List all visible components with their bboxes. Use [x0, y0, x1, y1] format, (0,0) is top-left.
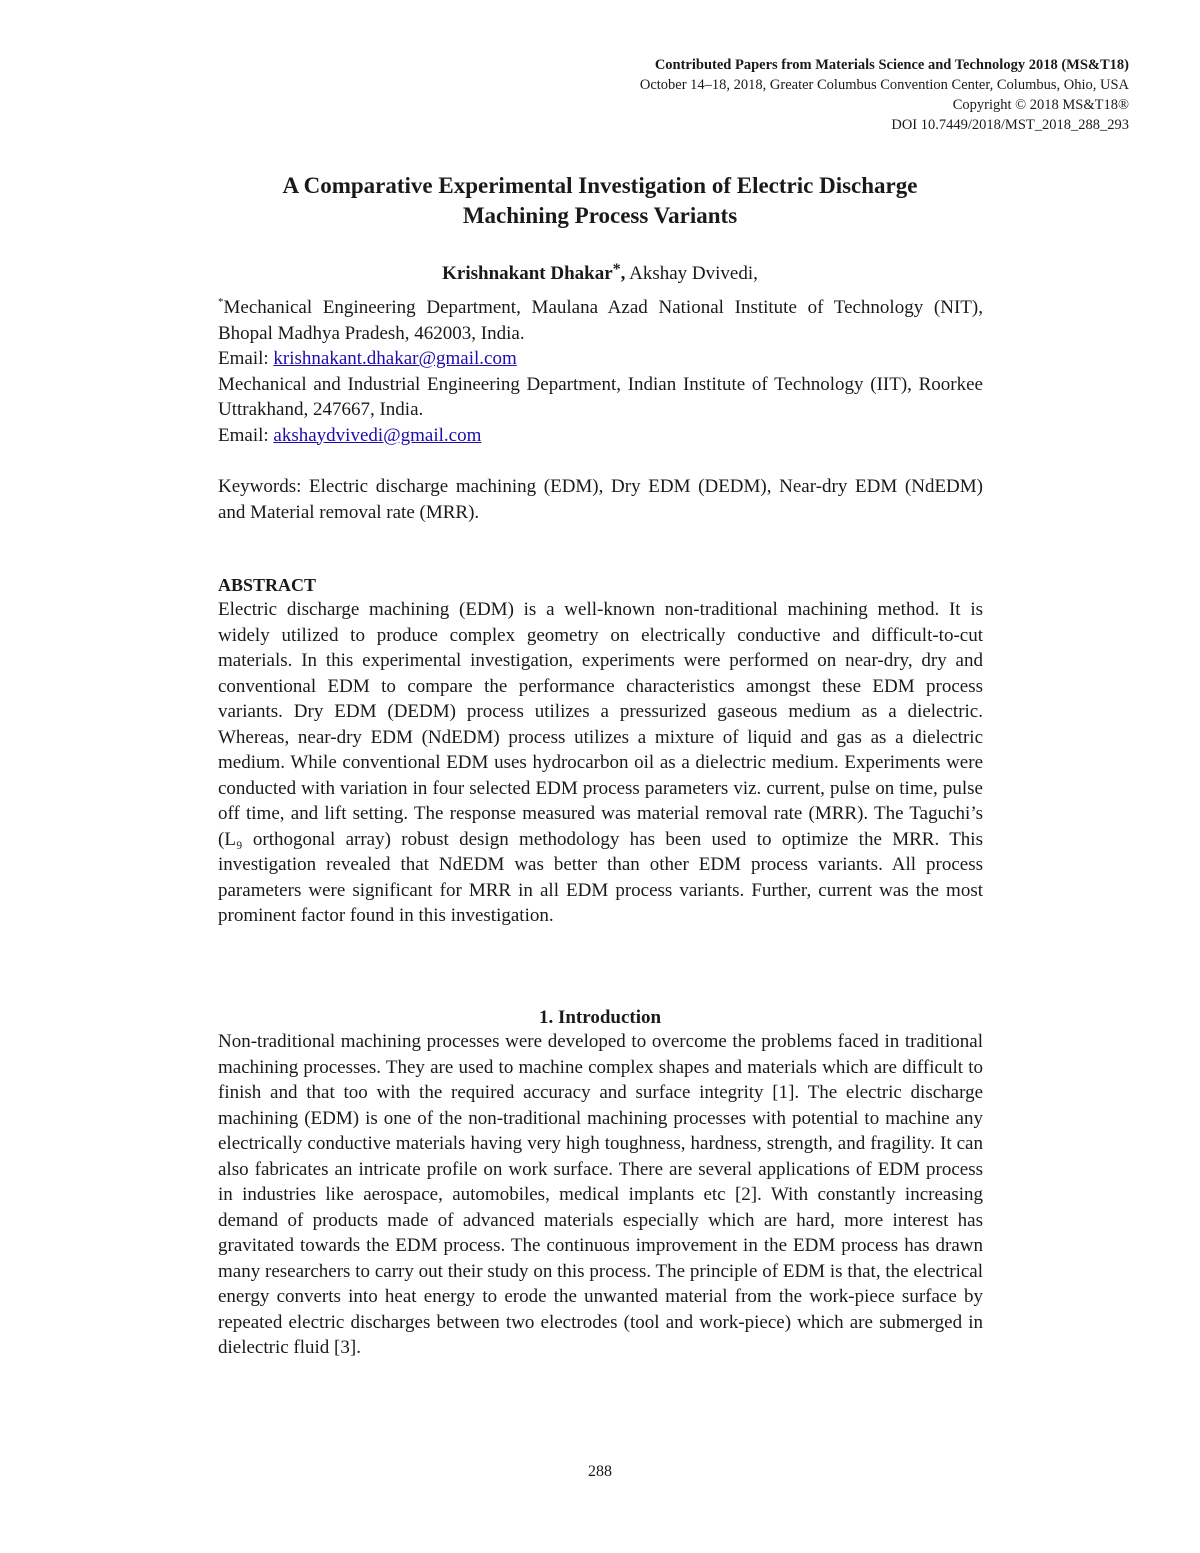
affiliation-2	[218, 372, 983, 423]
header-conference: October 14–18, 2018, Greater Columbus Convention Center, Columbus, Ohio, USA	[639, 77, 1129, 93]
header-doi: DOI 10.7449/2018/MST_2018_288_293	[891, 117, 1129, 133]
page-number: 288	[588, 1463, 612, 1480]
abstract-body	[218, 597, 983, 929]
abstract-heading: ABSTRACT	[218, 575, 317, 595]
lead-author-mark: *	[612, 261, 621, 278]
lead-author: Krishnakant Dhakar	[442, 263, 613, 284]
author-list	[150, 261, 1050, 287]
affiliation-1	[218, 295, 983, 346]
abstract-text: Electric discharge machining (EDM) is a well-known non-traditional machining method. It is widely utilized to produce complex geometry on electrically conductive and difficult-to-cut materials. In this experimental investigation, experiments were performed on near-dry, dry and conventional EDM to compare the performance characteristics amongst these EDM process variants. Dry EDM (DEDM) process utilizes a pressurized gaseous medium as a dielectric. Whereas, near-dry EDM (NdEDM) process utilizes a mixture of liquid and gas as a dielectric medium. While conventional EDM uses hydrocarbon oil as a dielectric medium. Experiments were conducted with variation in four selected EDM process parameters viz. current, pulse on time, pulse off time, and lift setting. The response measured was material removal rate (MRR). The Taguchi’s (L₉ orthogonal array) robust design methodology has been used to optimize the MRR. This investigation revealed that NdEDM was better than other EDM process variants. All process parameters were significant for MRR in all EDM process variants. Further, current was the most prominent factor found in this investigation.	[218, 599, 983, 926]
email-line-1	[218, 346, 983, 372]
header-proceedings: Contributed Papers from Materials Science and Technology 2018 (MS&T18)	[654, 57, 1129, 73]
paper-title	[150, 171, 1050, 231]
email-line-2	[218, 423, 983, 449]
title-line-2: Machining Process Variants	[462, 203, 738, 228]
email-link-2[interactable]: akshaydvivedi@gmail.com	[273, 424, 482, 446]
second-author: Akshay Dvivedi,	[625, 263, 758, 284]
author-separator: ,	[620, 263, 626, 284]
introduction-body	[218, 1029, 983, 1361]
affiliation-mark: *	[218, 296, 224, 308]
header-copyright: Copyright © 2018 MS&T18®	[952, 97, 1129, 113]
journal-header	[640, 55, 1129, 135]
email-label: Email:	[218, 424, 274, 446]
email-link-1[interactable]: krishnakant.dhakar@gmail.com	[273, 348, 517, 369]
affiliation-2-text: Mechanical and Industrial Engineering Department, Indian Institute of Technology (IIT), Roorkee Uttrakhand, 247667, India.	[218, 373, 983, 420]
title-line-1: A Comparative Experimental Investigation of Electric Discharge	[282, 173, 918, 198]
section-heading-introduction: 1. Introduction	[538, 1007, 662, 1028]
introduction-text: Non-traditional machining processes were developed to overcome the problems faced in traditional machining processes. They are used to machine complex shapes and materials which are difficult to finish and that too with the required accuracy and surface integrity [1]. The electric discharge machining (EDM) is one of the non-traditional machining processes with potential to machine any electrically conductive materials having very high toughness, hardness, strength, and fragility. It can also fabricates an intricate profile on work surface. There are several applications of EDM process in industries like aerospace, automobiles, medical implants etc [2]. With constantly increasing demand of products made of advanced materials especially which are hard, more interest has gravitated towards the EDM process. The continuous improvement in the EDM process has drawn many researchers to carry out their study on this process. The principle of EDM is that, the electrical energy converts into heat energy to erode the unwanted material from the work-piece surface by repeated electric discharges between two electrodes (tool and work-piece) which are submerged in dielectric fluid [3].	[218, 1031, 983, 1358]
keywords	[218, 474, 983, 525]
email-label: Email:	[218, 348, 274, 369]
affiliation-1-text: Mechanical Engineering Department, Maulana Azad National Institute of Technology (NIT), Bhopal Madhya Pradesh, 462003, India.	[218, 297, 983, 344]
affiliations	[218, 295, 983, 448]
keywords-text: Keywords: Electric discharge machining (EDM), Dry EDM (DEDM), Near-dry EDM (NdEDM) and Material removal rate (MRR).	[218, 476, 983, 523]
